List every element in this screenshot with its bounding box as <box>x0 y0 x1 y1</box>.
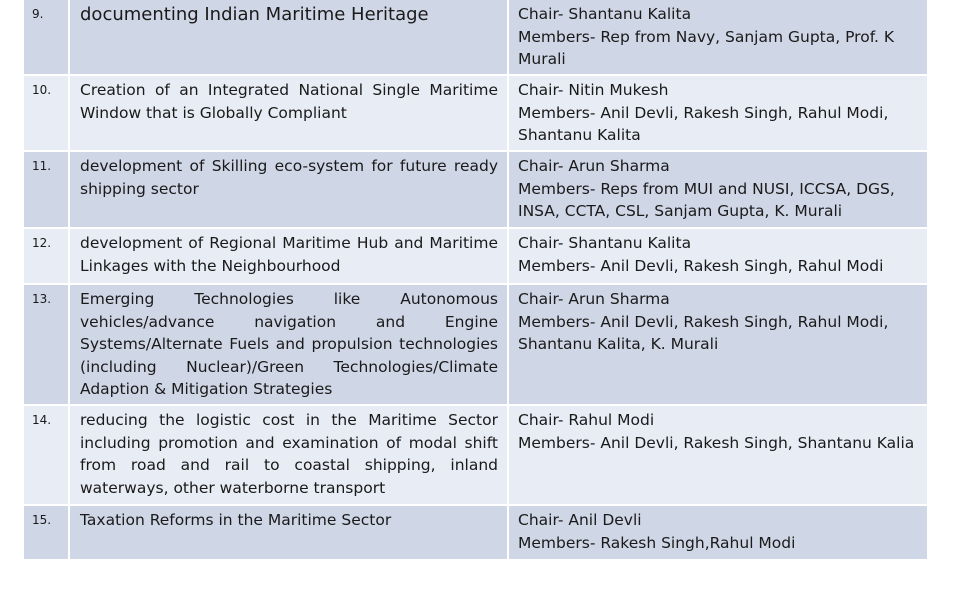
chair-text: Chair- Anil Devli <box>518 511 642 529</box>
members-text: Members- Anil Devli, Rakesh Singh, Shantanu Kalia <box>518 433 915 452</box>
members-cell <box>508 405 928 505</box>
members-cell <box>508 505 928 560</box>
task-cell: Taxation Reforms in the Maritime Sector <box>69 505 508 560</box>
row-number: 14. <box>23 405 69 505</box>
members-cell <box>508 75 928 151</box>
members-text: Members- Rep from Navy, Sanjam Gupta, Prof. K Murali <box>518 27 895 68</box>
row-number: 13. <box>23 284 69 405</box>
task-cell: Emerging Technologies like Autonomous vehicles/advance navigation and Engine Systems/Alternate Fuels and propulsion technologies (including Nuclear)/Green Technologies/Climate Adaption & Mitigation Strategies <box>69 284 508 405</box>
chair-text: Chair- Shantanu Kalita <box>518 234 692 252</box>
chair-text: Chair- Rahul Modi <box>518 411 655 429</box>
table-row <box>23 75 928 151</box>
row-number: 12. <box>23 228 69 284</box>
task-cell: documenting Indian Maritime Heritage <box>69 0 508 75</box>
chair-text: Chair- Arun Sharma <box>518 290 670 308</box>
task-cell: development of Skilling eco-system for future ready shipping sector <box>69 151 508 228</box>
table-row <box>23 284 928 405</box>
chair-text: Chair- Nitin Mukesh <box>518 81 669 99</box>
chair-text: Chair- Arun Sharma <box>518 157 670 175</box>
table-row <box>23 228 928 284</box>
row-number: 10. <box>23 75 69 151</box>
members-cell <box>508 0 928 75</box>
members-cell <box>508 228 928 284</box>
task-cell: development of Regional Maritime Hub and Maritime Linkages with the Neighbourhood <box>69 228 508 284</box>
table-row <box>23 505 928 560</box>
table-row <box>23 405 928 505</box>
row-number: 15. <box>23 505 69 560</box>
table-row <box>23 151 928 228</box>
task-cell: reducing the logistic cost in the Maritime Sector including promotion and examination of modal shift from road and rail to coastal shipping, inland waterways, other waterborne transport <box>69 405 508 505</box>
committee-table <box>22 0 929 561</box>
chair-text: Chair- Shantanu Kalita <box>518 5 692 23</box>
members-cell <box>508 151 928 228</box>
row-number: 11. <box>23 151 69 228</box>
task-cell: Creation of an Integrated National Single Maritime Window that is Globally Compliant <box>69 75 508 151</box>
row-number: 9. <box>23 0 69 75</box>
members-text: Members- Anil Devli, Rakesh Singh, Rahul Modi, Shantanu Kalita <box>518 103 889 144</box>
members-cell <box>508 284 928 405</box>
members-text: Members- Anil Devli, Rakesh Singh, Rahul Modi, Shantanu Kalita, K. Murali <box>518 312 889 353</box>
table-row <box>23 0 928 75</box>
members-text: Members- Rakesh Singh,Rahul Modi <box>518 533 796 552</box>
members-text: Members- Reps from MUI and NUSI, ICCSA, DGS, INSA, CCTA, CSL, Sanjam Gupta, K. Murali <box>518 179 895 220</box>
members-text: Members- Anil Devli, Rakesh Singh, Rahul Modi <box>518 256 884 275</box>
